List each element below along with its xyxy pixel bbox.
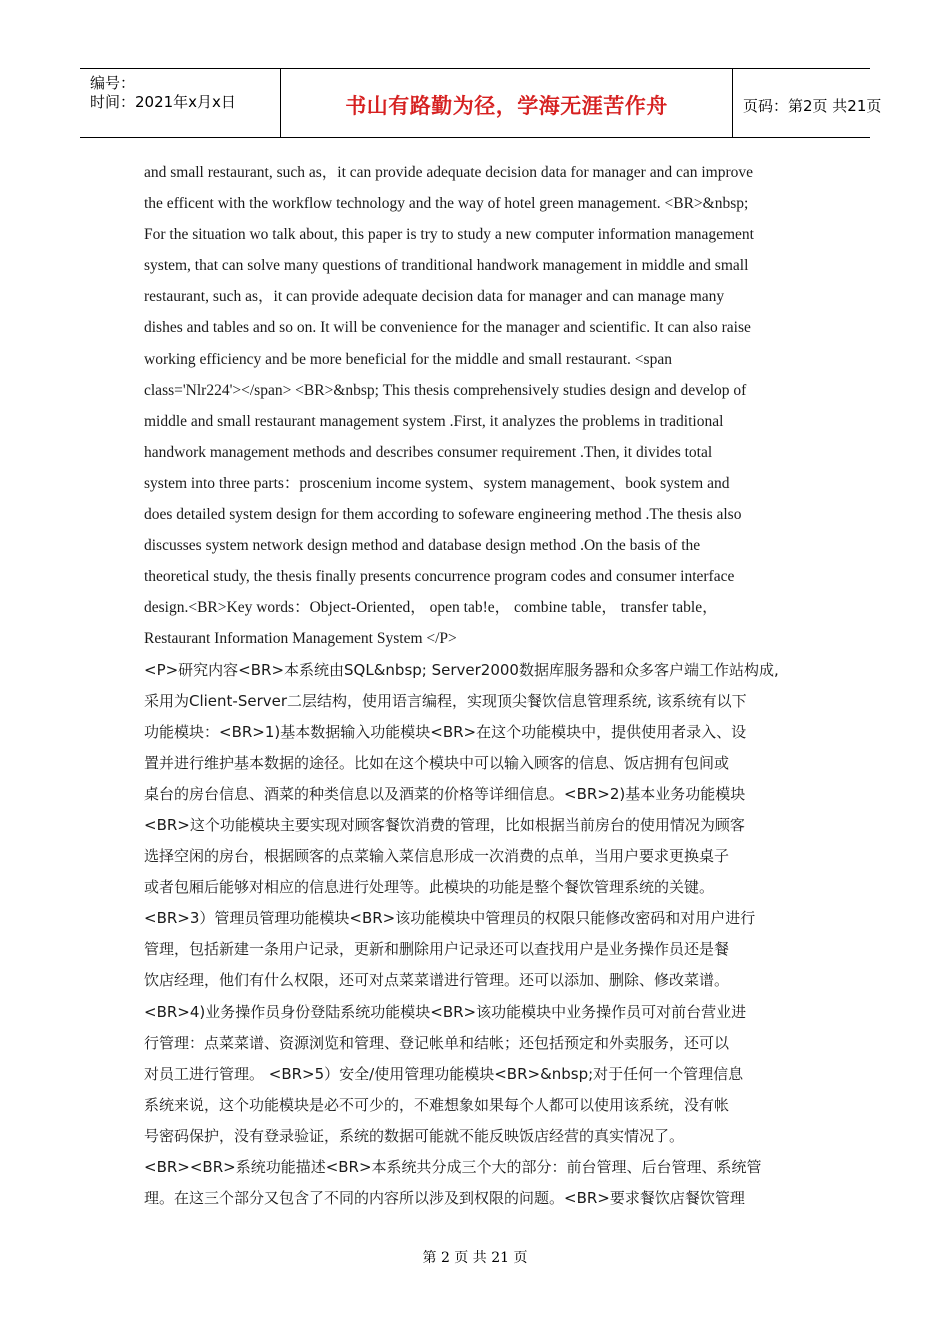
header-page-info: 页码：第2页 共21页 <box>743 97 882 115</box>
body-text-line: system into three parts：proscenium income system、system management、book system and <box>144 474 730 492</box>
body-text-line: <BR><BR>系统功能描述<BR>本系统共分成三个大的部分：前台管理、后台管理、系统管 <box>144 1158 762 1176</box>
body-text-line: design.<BR>Key words：Object-Oriented， open tab!e， combine table， transfer table， <box>144 599 718 617</box>
document-date-label: 时间：2021年x月x日 <box>90 93 236 111</box>
body-text-line: 行管理：点菜菜谱、资源浏览和管理、登记帐单和结帐；还包括预定和外卖服务，还可以 <box>144 1033 730 1052</box>
body-text-line: <BR>4)业务操作员身份登陆系统功能模块<BR>该功能模块中业务操作员可对前台营业进 <box>144 1002 747 1021</box>
page-footer: 第 2 页 共 21 页 <box>422 1250 528 1266</box>
body-text-line: 理。在这三个部分又包含了不同的内容所以涉及到权限的问题。<BR>要求餐饮店餐饮管理 <box>144 1189 745 1208</box>
body-text-line: 对员工进行管理。 <BR>5）安全/使用管理功能模块<BR>&nbsp;对于任何一个管理信息 <box>144 1064 744 1083</box>
body-text-line: <BR>3）管理员管理功能模块<BR>该功能模块中管理员的权限只能修改密码和对用户进行 <box>144 909 756 928</box>
body-text-line: Restaurant Information Management System </P> <box>144 630 457 648</box>
body-text-line: 采用为Client-Server二层结构，使用语言编程，实现顶尖餐饮信息管理系统, 该系统有以下 <box>144 691 747 710</box>
body-text-line: 或者包厢后能够对相应的信息进行处理等。此模块的功能是整个餐饮管理系统的关键。 <box>144 878 715 897</box>
body-text-line: handwork management methods and describes consumer requirement .Then, it divides total <box>144 443 713 461</box>
body-text-line: the efficent with the workflow technology and the way of hotel green management. <BR>&nbsp; <box>144 195 749 213</box>
body-text-line: and small restaurant, such as，it can provide adequate decision data for manager and can improve <box>144 164 754 181</box>
document-body <box>144 157 814 1214</box>
header-meta-cell <box>80 69 280 137</box>
body-text-line: <P>研究内容<BR>本系统由SQL&nbsp; Server2000数据库服务器和众多客户端工作站构成, <box>144 660 779 679</box>
body-text-line: <BR>这个功能模块主要实现对顾客餐饮消费的管理，比如根据当前房台的使用情况为顾客 <box>144 815 745 834</box>
body-text-line: does detailed system design for them according to sofeware engineering method .The thesis also <box>144 506 742 524</box>
document-number-label: 编号： <box>90 74 136 92</box>
body-text-line: dishes and tables and so on. It will be convenience for the manager and scientific. It can also raise <box>144 319 751 337</box>
body-text-line: 选择空闲的房台，根据顾客的点菜输入菜信息形成一次消费的点单，当用户要求更换桌子 <box>144 847 730 866</box>
body-text-line: discusses system network design method and database design method .On the basis of the <box>144 537 701 555</box>
body-text-line: 功能模块：<BR>1)基本数据输入功能模块<BR>在这个功能模块中，提供使用者录入、设 <box>144 722 747 741</box>
body-text-line: 置并进行维护基本数据的途径。比如在这个模块中可以输入顾客的信息、饭店拥有包间或 <box>144 753 730 772</box>
body-text-line: 管理，包括新建一条用户记录，更新和删除用户记录还可以查找用户是业务操作员还是餐 <box>144 940 730 959</box>
body-text-line: middle and small restaurant management system .First, it analyzes the problems in traditional <box>144 412 724 430</box>
body-text-line: For the situation wo talk about, this paper is try to study a new computer information management <box>144 226 754 244</box>
header-motto-cell <box>280 69 733 137</box>
body-text-line: 桌台的房台信息、酒菜的种类信息以及酒菜的价格等详细信息。<BR>2)基本业务功能模块 <box>144 784 746 803</box>
body-text-line: class='Nlr224'></span> <BR>&nbsp; This thesis comprehensively studies design and develop of <box>144 381 747 399</box>
body-text-line: restaurant, such as，it can provide adequate decision data for manager and can manage many <box>144 288 725 306</box>
body-text-line: theoretical study, the thesis finally presents concurrence program codes and consumer interface <box>144 568 735 586</box>
body-text-line: system, that can solve many questions of tranditional handwork management in middle and small <box>144 257 749 275</box>
body-text-line: working efficiency and be more beneficial for the middle and small restaurant. <span <box>144 350 672 368</box>
header-motto: 书山有路勤为径，学海无涯苦作舟 <box>345 94 668 118</box>
body-text-line: 系统来说，这个功能模块是必不可少的，不难想象如果每个人都可以使用该系统，没有帐 <box>144 1095 730 1114</box>
header-page-cell <box>733 69 882 137</box>
body-text-line: 号密码保护，没有登录验证，系统的数据可能就不能反映饭店经营的真实情况了。 <box>144 1126 685 1145</box>
body-text-line: 饮店经理，他们有什么权限，还可对点菜菜谱进行管理。还可以添加、删除、修改菜谱。 <box>144 971 730 990</box>
page-header <box>80 68 882 138</box>
